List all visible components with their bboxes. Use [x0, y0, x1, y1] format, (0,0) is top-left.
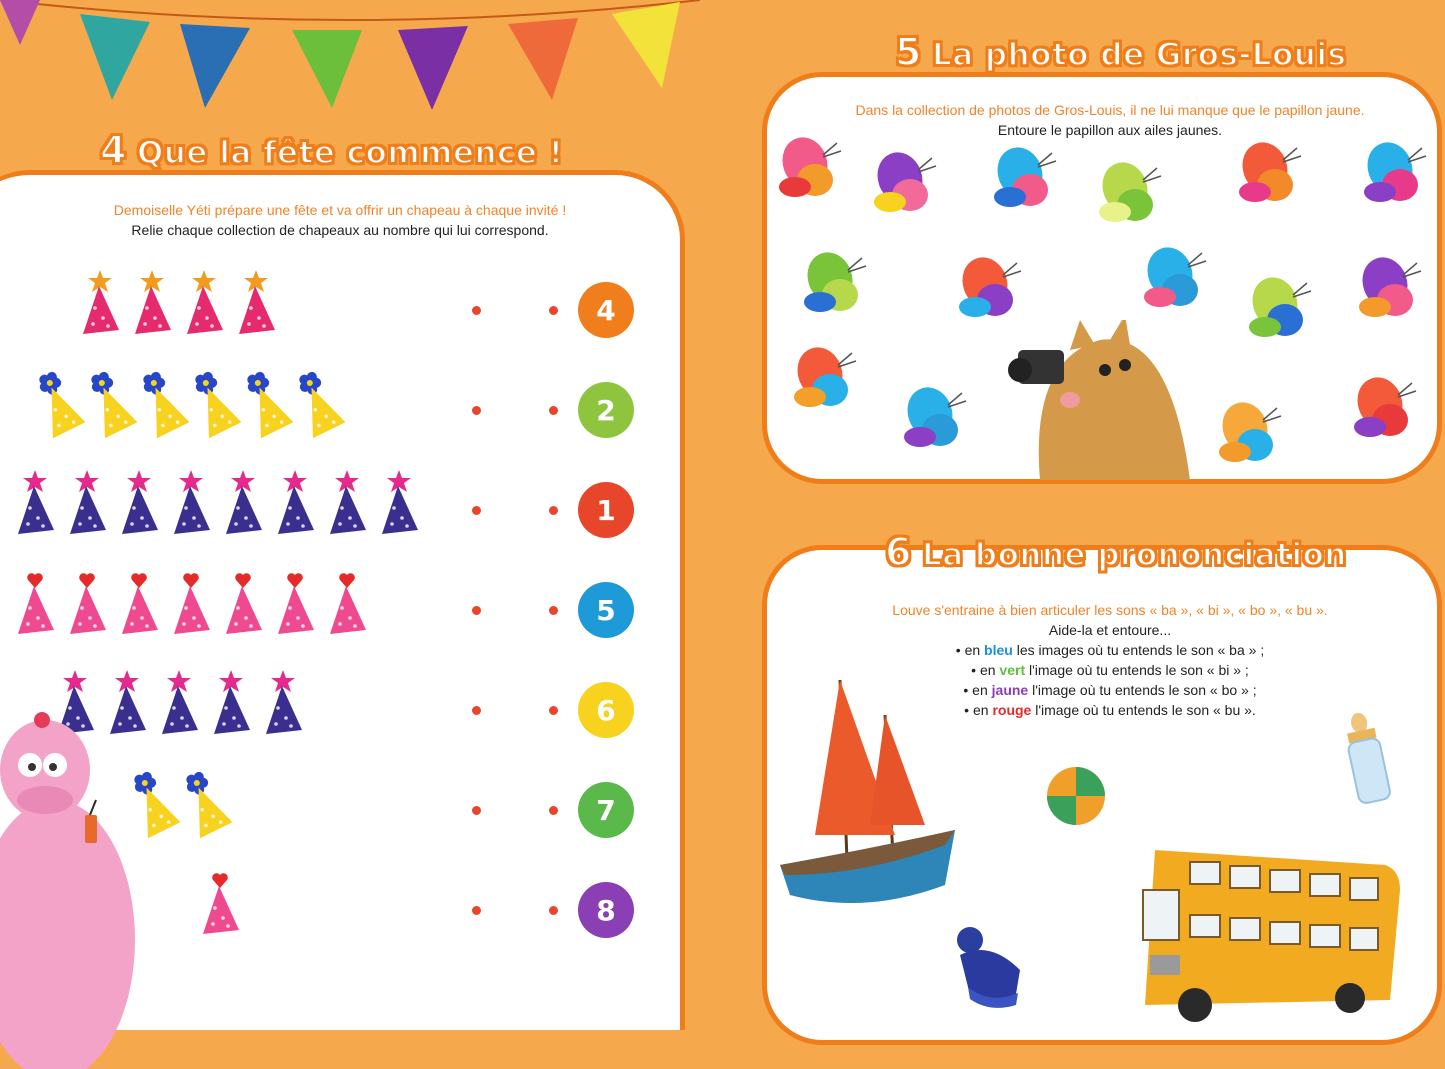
butterfly-image[interactable] — [1140, 245, 1210, 324]
party-hat-icon — [206, 668, 256, 742]
party-hat-icon — [322, 568, 372, 642]
hat-row-dot[interactable] — [472, 806, 481, 815]
section4-title — [100, 128, 563, 172]
section4-number: 4 — [100, 128, 127, 172]
party-hat-icon — [87, 368, 137, 442]
party-hat-icon — [114, 568, 164, 642]
butterfly-image[interactable] — [775, 135, 845, 214]
number-dot[interactable] — [549, 606, 558, 615]
party-hat-icon — [270, 468, 320, 542]
party-hat-icon — [231, 268, 281, 342]
line-text: les images où tu entends le son « ba » ; — [1012, 642, 1265, 658]
line-prefix: • en — [963, 682, 992, 698]
butterfly-image[interactable] — [800, 250, 870, 329]
hat-row-dot[interactable] — [472, 506, 481, 515]
party-hat-icon — [218, 468, 268, 542]
hat-row-dot[interactable] — [472, 306, 481, 315]
section4-title-text: Que la fête commence ! — [136, 135, 564, 171]
bunting-decoration — [0, 0, 700, 120]
number-dot[interactable] — [549, 306, 558, 315]
party-hat-icon — [166, 568, 216, 642]
section5-instruction: Entoure le papillon aux ailes jaunes. — [997, 122, 1223, 138]
line-prefix: • en — [971, 662, 1000, 678]
butterfly-image[interactable] — [790, 345, 860, 424]
number-circle: 8 — [578, 882, 634, 938]
party-hat-icon — [374, 468, 424, 542]
color-word: jaune — [991, 682, 1029, 698]
party-hat-icon — [139, 368, 189, 442]
butterfly-image[interactable] — [1245, 275, 1315, 354]
section6-help: Aide-la et entoure... — [1048, 622, 1172, 638]
number-circle: 2 — [578, 382, 634, 438]
party-hat-icon — [295, 368, 345, 442]
party-hat-icon — [75, 268, 125, 342]
hat-row-dot[interactable] — [472, 906, 481, 915]
party-hat-icon — [191, 368, 241, 442]
party-hat-icon — [35, 368, 85, 442]
section6-title-text: La bonne prononciation — [921, 537, 1347, 573]
section4-instruction: Relie chaque collection de chapeaux au nombre qui lui correspond. — [131, 222, 549, 238]
hat-row-dot[interactable] — [472, 606, 481, 615]
line-prefix: • en — [964, 702, 993, 718]
number-dot[interactable] — [549, 706, 558, 715]
number-dot[interactable] — [549, 906, 558, 915]
section4-instructions — [20, 200, 660, 240]
section6-title — [885, 530, 1347, 574]
line-text: l'image où tu entends le son « bo » ; — [1028, 682, 1257, 698]
party-hat-icon — [322, 468, 372, 542]
number-dot[interactable] — [549, 406, 558, 415]
party-hat-icon — [243, 368, 293, 442]
party-hat-icon — [10, 468, 60, 542]
number-circle: 6 — [578, 682, 634, 738]
section6-intro: Louve s'entraine à bien articuler les sons « ba », « bi », « bo », « bu ». — [892, 602, 1328, 618]
butterfly-image[interactable] — [1355, 255, 1425, 334]
sailboat-image — [775, 675, 960, 920]
party-hat-icon — [154, 668, 204, 742]
butterfly-image[interactable] — [1095, 160, 1165, 239]
butterfly-image[interactable] — [900, 385, 970, 464]
number-dot[interactable] — [549, 806, 558, 815]
butterfly-image[interactable] — [1350, 375, 1420, 454]
section5-instructions — [770, 100, 1445, 140]
ball-image — [1045, 765, 1107, 827]
number-circle: 5 — [578, 582, 634, 638]
party-hat-icon — [258, 668, 308, 742]
hat-row-dot[interactable] — [472, 706, 481, 715]
line-text: l'image où tu entends le son « bi » ; — [1025, 662, 1249, 678]
party-hat-icon — [179, 268, 229, 342]
number-dot[interactable] — [549, 506, 558, 515]
baby-bottle-image — [1335, 710, 1400, 810]
gros-louis-character — [1000, 320, 1220, 480]
party-hat-icon — [10, 568, 60, 642]
line-prefix: • en — [955, 642, 985, 658]
butterfly-image[interactable] — [990, 145, 1060, 224]
butterfly-image[interactable] — [1360, 140, 1430, 219]
wool-hat-image — [950, 925, 1030, 1010]
number-circle: 7 — [578, 782, 634, 838]
butterfly-image[interactable] — [1235, 140, 1305, 219]
color-word: bleu — [984, 642, 1013, 658]
yeti-character — [0, 710, 140, 1069]
party-hat-icon — [62, 568, 112, 642]
section4-intro: Demoiselle Yéti prépare une fête et va offrir un chapeau à chaque invité ! — [113, 202, 567, 218]
party-hat-icon — [114, 468, 164, 542]
section5-number: 5 — [895, 30, 922, 74]
party-hat-icon — [127, 268, 177, 342]
section6-line — [770, 640, 1445, 660]
party-hat-icon — [270, 568, 320, 642]
party-hat-icon — [182, 768, 232, 842]
hat-row-dot[interactable] — [472, 406, 481, 415]
color-word: rouge — [992, 702, 1032, 718]
color-word: vert — [999, 662, 1026, 678]
section5-title — [895, 30, 1346, 74]
number-circle: 1 — [578, 482, 634, 538]
butterfly-image[interactable] — [870, 150, 940, 229]
party-hat-icon — [166, 468, 216, 542]
number-circle: 4 — [578, 282, 634, 338]
party-hat-icon — [62, 468, 112, 542]
section5-intro: Dans la collection de photos de Gros-Louis, il ne lui manque que le papillon jaune. — [855, 102, 1365, 118]
bus-image — [1135, 830, 1410, 1030]
line-text: l'image où tu entends le son « bu ». — [1031, 702, 1256, 718]
section6-number: 6 — [885, 530, 912, 574]
party-hat-icon — [218, 568, 268, 642]
party-hat-icon — [195, 868, 245, 942]
butterfly-image[interactable] — [1215, 400, 1285, 479]
section5-title-text: La photo de Gros-Louis — [931, 37, 1347, 73]
